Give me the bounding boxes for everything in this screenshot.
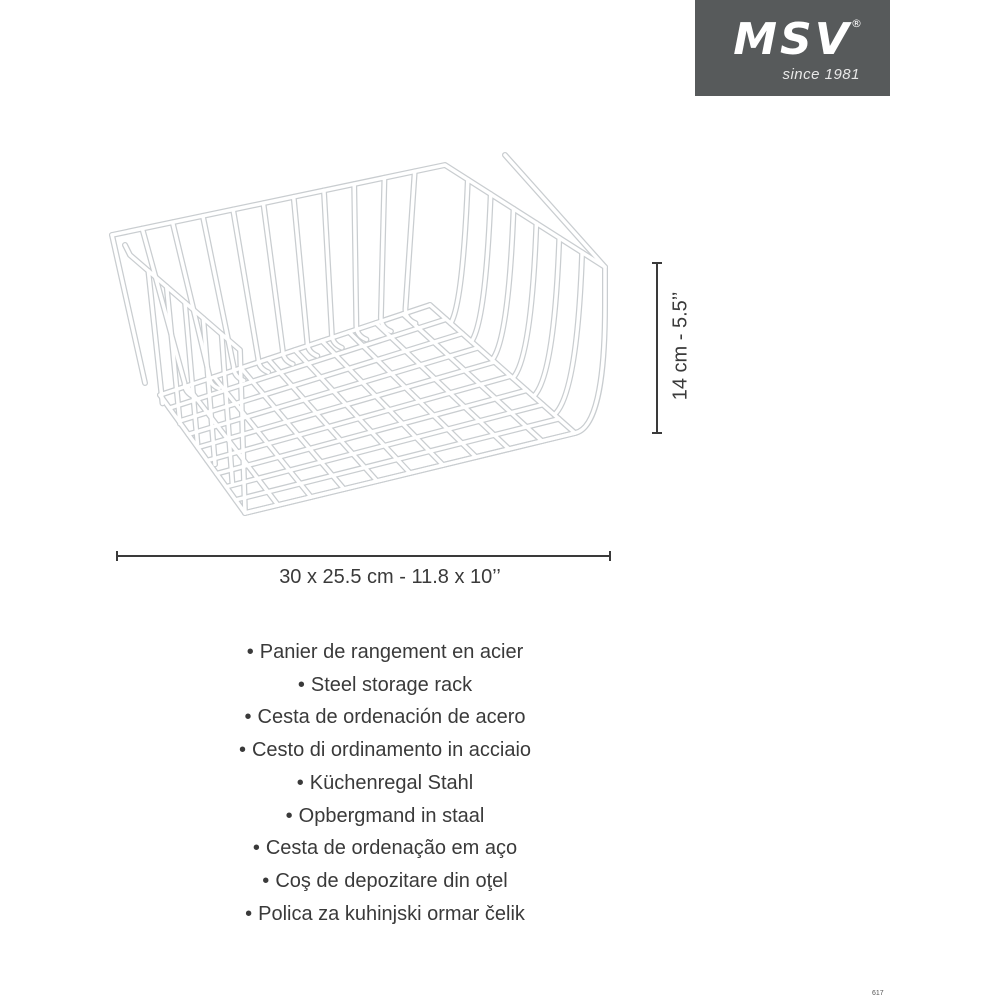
list-item: • Steel storage rack — [297, 673, 473, 696]
list-item: • Cesto di ordinamento in acciaio — [238, 739, 532, 762]
list-item: • Cesta de ordenação em aço — [252, 837, 518, 860]
footprint-dimension-line — [110, 546, 620, 566]
list-item: • Küchenregal Stahl — [296, 771, 474, 794]
brand-logo-box — [695, 0, 890, 96]
brand-tagline: since 1981 — [782, 66, 860, 83]
registered-mark: ® — [851, 17, 862, 30]
list-item: • Opbergmand in staal — [285, 804, 485, 827]
brand-logo: MSV — [733, 14, 852, 65]
feature-list — [90, 636, 680, 930]
height-dimension-label: 14 cm - 5.5’’ — [669, 291, 692, 401]
list-item: • Panier de rangement en acier — [246, 641, 524, 663]
wire-basket-image — [100, 145, 620, 525]
list-item: • Polica za kuhinjski ormar čelik — [245, 902, 525, 925]
list-item: • Coş de depozitare din oţel — [262, 869, 508, 892]
footprint-dimension-label: 30 x 25.5 cm - 11.8 x 10’’ — [279, 566, 501, 588]
list-item: • Cesta de ordenación de acero — [244, 706, 526, 729]
page-code: 617 — [872, 990, 884, 997]
